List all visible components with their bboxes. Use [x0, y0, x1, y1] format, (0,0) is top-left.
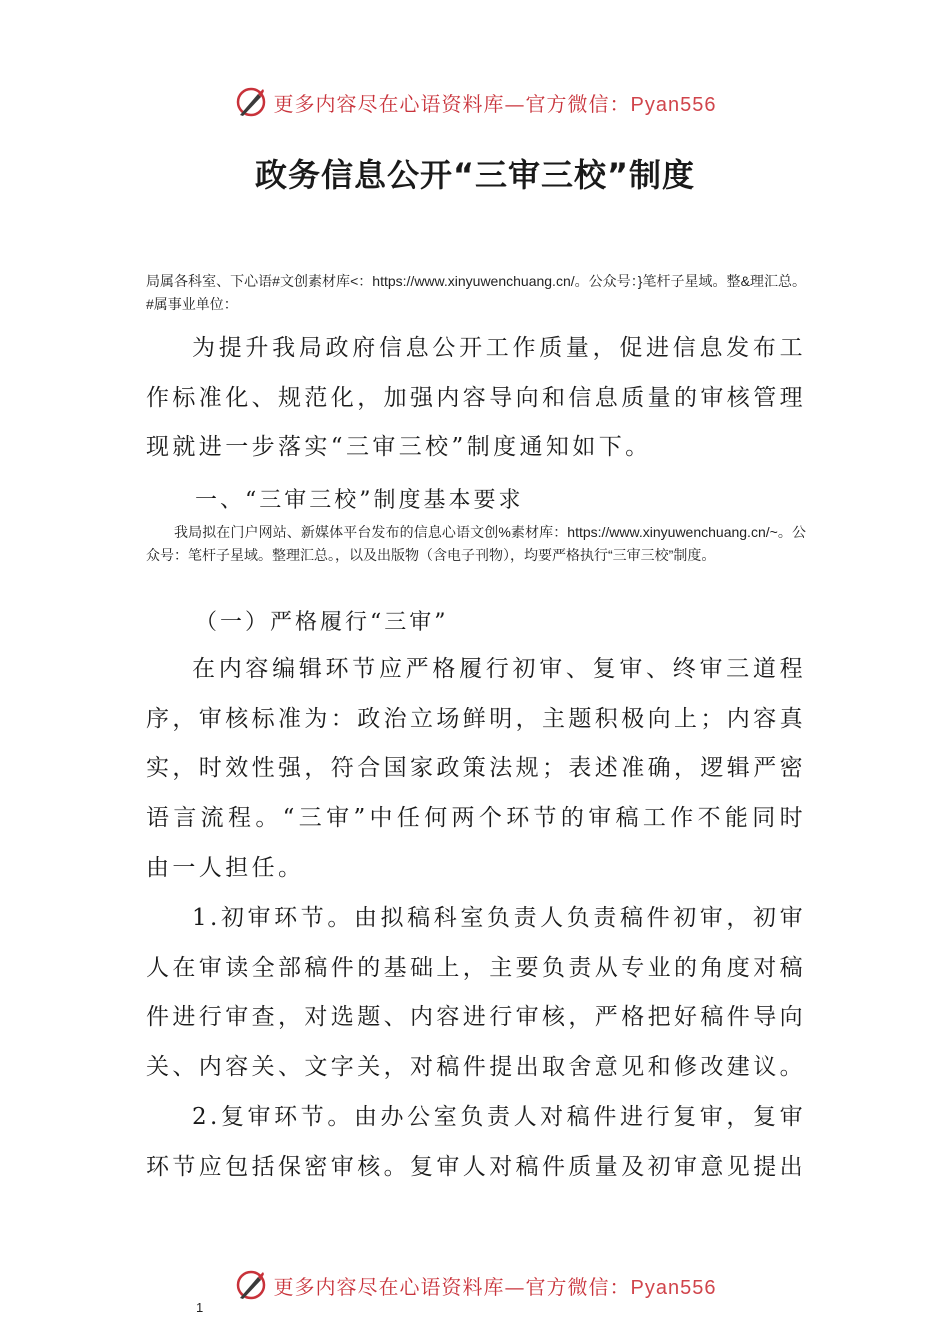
- page-number: 1: [196, 1300, 204, 1315]
- pen-logo-icon: [234, 1268, 268, 1302]
- item2-paragraph: 2.复审环节。由办公室负责人对稿件进行复审，复审环节应包括保密审核。复审人对稿件质量及初审意见提出: [146, 1104, 806, 1180]
- footer-banner-text: 更多内容尽在心语资料库—官方微信：Pyan556: [273, 1274, 717, 1299]
- subsection1-heading: （一）严格履行“三审”: [195, 610, 449, 635]
- header-banner: [0, 80, 950, 124]
- pen-logo-icon: [234, 85, 268, 119]
- footer-banner: [0, 1263, 950, 1307]
- section1-heading: 一、“三审三校”制度基本要求: [195, 488, 524, 513]
- header-banner-text: 更多内容尽在心语资料库—官方微信：Pyan556: [273, 91, 717, 116]
- document-title: 政务信息公开“三审三校”制度: [254, 156, 696, 194]
- wechat-account: Pyan556: [630, 1276, 717, 1299]
- item1-paragraph: 1.初审环节。由拟稿科室负责人负责稿件初审，初审人在审读全部稿件的基础上，主要负责从专业的角度对稿件进行审查，对选题、内容进行审核，严格把好稿件导向关、内容关、文字关，对稿件提出取舍意见和修改建议。: [146, 905, 806, 1081]
- subsection1-paragraph: 在内容编辑环节应严格履行初审、复审、终审三道程序，审核标准为：政治立场鲜明，主题积极向上；内容真实，时效性强，符合国家政策法规；表述准确，逻辑严密语言流程。“三审”中任何两个环节的审稿工作不能同时由一人担任。: [146, 656, 806, 881]
- section1-paragraph: 我局拟在门户网站、新媒体平台发布的信息心语文创%素材库：https://www.xinyuwenchuang.cn/~。公众号：笔杆子星域。整理汇总。，以及出版物（含电子刊物），均要严格执行“三审三校”制度。: [146, 524, 806, 563]
- wechat-account: Pyan556: [630, 93, 717, 116]
- recipients-line: 局属各科室、下心语#文创素材库<：https://www.xinyuwenchuang.cn/。公众号：}笔杆子星域。整&理汇总。#属事业单位：: [146, 273, 806, 312]
- intro-paragraph: 为提升我局政府信息公开工作质量，促进信息发布工作标准化、规范化，加强内容导向和信息质量的审核管理现就进一步落实“三审三校”制度通知如下。: [146, 335, 806, 461]
